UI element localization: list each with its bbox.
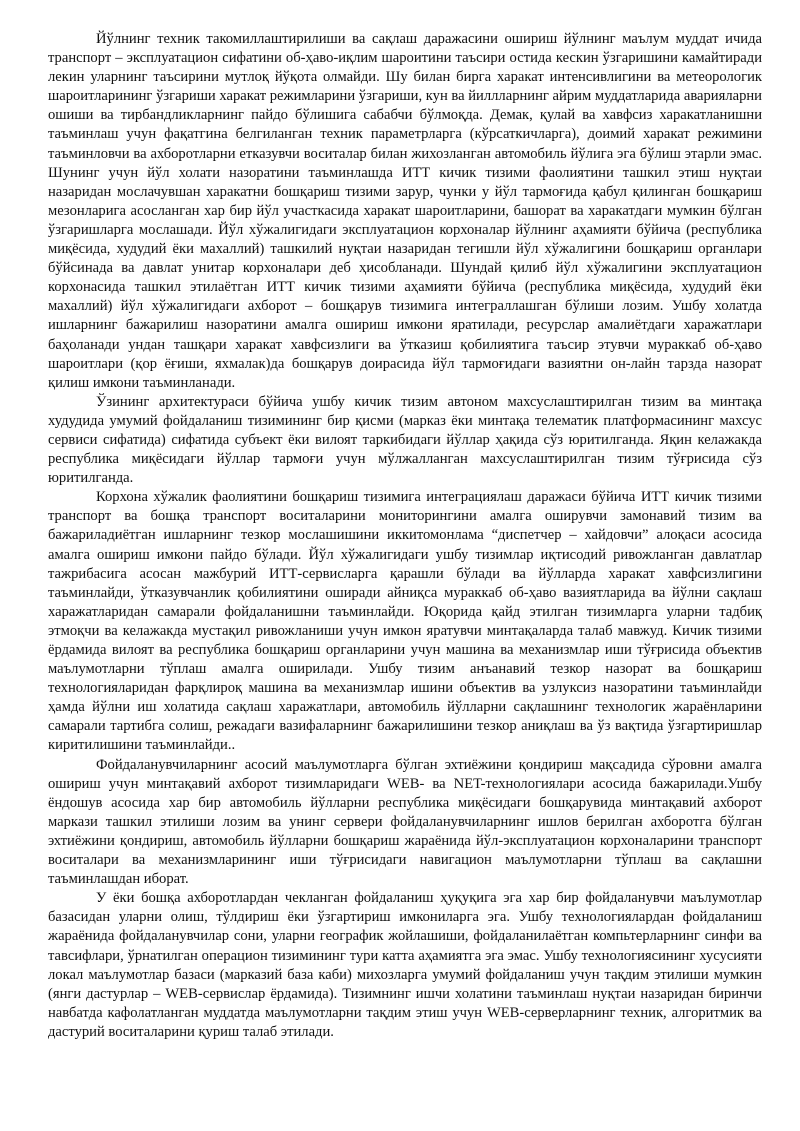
paragraph-4: Фойдаланувчиларнинг асосий маълумотларга бўлган эхтиёжини қондириш мақсадида сўровни амалга ошириш учун минтақавий ахборот тизимларидаги WEB- ва NET-технологиялари асосида бажарилади.Ушбу ёндошув асосида хар бир автомобиль йўлларни республика миқёсидаги бошқарувида минтақавий ахборот маркази ташкил этилиши лозим ва унинг сервери фойдаланувчиларнинг ишлов берилган ахборотга бўлган эхтиёжини қондириш, автомобиль йўлларни бошқариш жараёнида йўл-эксплуатацион корхоналарини транспорт воситалари ва механизмларининг иши тўғрисидаги навигацион маълумотларни тўплаш ва сақлашни таъминлашдан иборат. [48,756,762,888]
document-page [48,30,762,1042]
paragraph-3: Корхона хўжалик фаолиятини бошқариш тизимига интеграциялаш даражаси бўйича ИТТ кичик тизими транспорт ва бошқа транспорт воситаларини мониторингини амалга оширувчи замонавий тизим ва бажариладиётган ишларнинг тезкор мослашишини иккитомонлама “диспетчер – хайдовчи” алоқаси асосида амалга ошириш имкони пайдо бўлади. Йўл хўжалигидаги ушбу тизимлар иқтисодий ривожланган давлатлар тажрибасига асосан мажбурий ИТТ-сервисларга қарашли бўлади ва йўлларда харакат хавфсизлигини таъминлайди, ўтказувчанлик қобилиятини оширади айниқса мураккаб об-ҳаво вазиятларида ва йўлни сақлаш харажатларидан самарали фойдаланишни таъминлайди. Юқорида қайд этилган тизимларга уларни тадбиқ этмоқчи ва келажакда мустақил ривожланиши учун имкон яратувчи минтақаларда талаб мавжуд. Кичик тизими ёрдамида вилоят ва республика бошқариш органларини учун машина ва механизмлар иши тўғрисида объектив маълумотларни тўплаш амалга оширилади. Ушбу тизим анъанавий тезкор назорат ва бошқариш технологияларидан фарқлироқ машина ва механизмлар ишини объектив ва узлуксиз назоратини таъминлайди ҳамда йўлни иш холатида сақлаш харажатлари, автомобиль йўлларни сақлашнинг технологик жараёнларини самарали тартибга солиш, режадаги вазифаларнинг бажарилишини тезкор аниқлаш ва ўз вақтида ўзгартиришлар киритилишини таъминлайди.. [48,489,762,754]
paragraph-1: Йўлнинг техник такомиллаштирилиши ва сақлаш даражасини ошириш йўлнинг маълум муддат ичида транспорт – эксплуатацион сифатини об-ҳаво-иқлим шароитини таъсири остида кескин ўзгаришини камайтиради лекин уларнинг таъсирини мутлоқ йўқота олмайди. Шу билан бирга харакат интенсивлигини ва метеорологик шароитларининг ўзгариши харакат режимларини ўзгариши, кун ва йиллларнинг айрим муддатларида аварияларни ошиши ва тирбандликларнинг пайдо бўлишига сабабчи бўлмоқда. Демак, қулай ва хавфсиз харакатланишни таъминлаш учун фақатгина белгиланган техник параметрларга (кўрсаткичларга), доимий харакат режимини таъминловчи ва ахборотларни етказувчи воситалар билан жихозланган автомобиль йўлига эга бўлиш этарли эмас. Шунинг учун йўл холати назоратини таъминлашда ИТТ кичик тизими фаолиятини ташкил этиш нуқтаи назаридан мослачувшан харакатни бошқариш тизими зарур, чунки у йўл тармоғида қабул қилинган бошқариш мезонларига асосланган хар бир йўл участкасида харакат шароитларини, башорат ва харакатдаги мумкин бўлган ўзгаришларга мослашади. Йўл хўжалигидаги эксплуатацион корхоналар йўлнинг аҳамияти бўйича (республика миқёсида, худудий ёки махаллий) ташкилий нуқтаи назаридан тегишли йўл хўжалигини бошқариш органлари бўйсинада ва давлат унитар корхоналари деб ҳисобланади. Шундай қилиб йўл хўжалигини эксплуатацион корхонасида ташкил этилаётган ИТТ кичик тизими аҳамияти бўйича (республика миқёсида, худудий ёки махаллий) йўл хўжалигидаги ахборот – бошқарув тизимига интеграллашган бўлиши лозим. Ушбу холатда ишларнинг бажарилиш назоратини амалга ошириш имкони яратилади, ресурслар амалиётдаги харажатлари баҳоланади ундан ташқари харакат хавфсизлиги ва ўтказиш қобилиятига таъсир этувчи мураккаб об-ҳаво шароитлари (қор ёғиши, яхмалак)да бошқарув доирасида йўл тармоғидаги вазиятни он-лайн тарзда назорат қилиш имкони таъминланади. [48,31,762,391]
paragraph-2: Ўзининг архитектураси бўйича ушбу кичик тизим автоном махсуслаштирилган тизим ва минтақа худудида умумий фойдаланиш тизимининг бир қисми (марказ ёки минтақа телематик платформасининг махсус сервиси сифатида) сифатида субъект ёки вилоят таркибидаги йўллар ҳақида сўз юритилганда. Яқин келажакда республика миқёсидаги йўллар тармоғи учун мўлжалланган махсуслаштирилган тизим тўғрисида сўз юритилганда. [48,393,762,487]
paragraph-5: У ёки бошқа ахборотлардан чекланган фойдаланиш ҳуқуқига эга хар бир фойдаланувчи маълумотлар базасидан уларни олиш, тўлдириш ёки ўзгартириш имкониларга эга. Ушбу технологиялардан фойдаланиш жараёнида фойдаланувчилар сони, уларни географик жойлашиши, фойдаланилаётган компьтерларнинг синфи ва тавсифлари, ўрнатилган операцион тизимининг тури катта аҳамиятга эга эмас. Ушбу технологиясининг хусусияти локал маълумотлар базаси (марказий база каби) михозларга умумий фойдаланиш учун тақдим этилиши мумкин (янги дастурлар – WEB-сервислар ёрдамида). Тизимнинг ишчи холатини таъминлаш нуқтаи назаридан биринчи навбатда кафолатланган муддатда маълумотларни тақдим этиш учун WEB-серверларнинг техник, алгоритмик ва дастурий воситаларини қуриш талаб этилади. [48,890,762,1040]
